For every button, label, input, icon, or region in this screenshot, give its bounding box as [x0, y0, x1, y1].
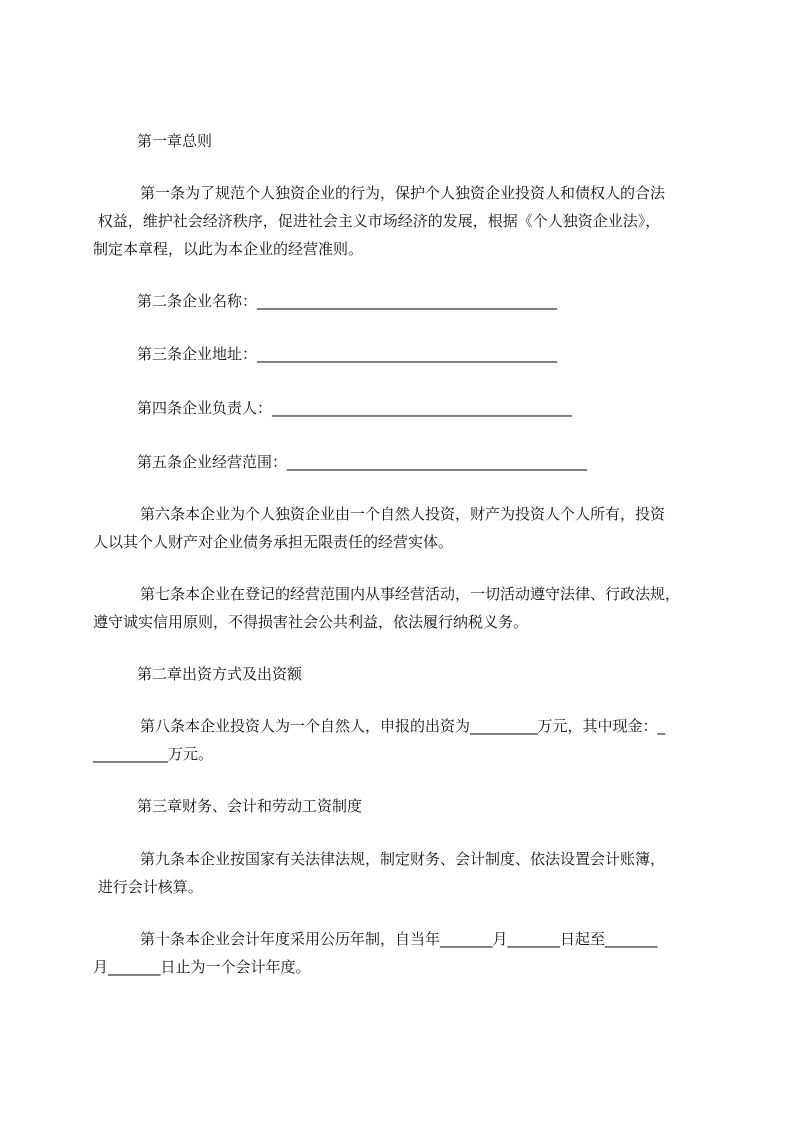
article-eight-line-1: 第八条本企业投资人为一个自然人，申报的出资为_________万元，其中现金：_: [140, 717, 666, 735]
article-six-line-2: 人以其个人财产对企业债务承担无限责任的经营实体。: [93, 533, 454, 551]
article-eight-line-2: __________万元。: [93, 745, 214, 763]
article-six-line-1: 第六条本企业为个人独资企业由一个自然人投资，财产为投资人个人所有，投资: [140, 505, 666, 523]
article-seven-line-1: 第七条本企业在登记的经营范围内从事经营活动，一切活动遵守法律、行政法规，: [140, 585, 681, 603]
article-ten-line-1: 第十条本企业会计年度采用公历年制，自当年_______月_______日起至_______: [140, 930, 658, 948]
article-one-line-1: 第一条为了规范个人独资企业的行为，保护个人独资企业投资人和债权人的合法: [140, 184, 666, 202]
article-three-company-address: 第三条企业地址：________________________________________: [137, 345, 558, 363]
article-seven-line-2: 遵守诚实信用原则，不得损害社会公共利益，依法履行纳税义务。: [93, 613, 529, 631]
article-four-company-manager: 第四条企业负责人：________________________________________: [137, 399, 573, 417]
article-five-business-scope: 第五条企业经营范围：________________________________________: [137, 453, 588, 471]
chapter-two-title: 第二章出资方式及出资额: [137, 665, 303, 683]
article-one-line-3: 制定本章程，以此为本企业的经营准则。: [93, 240, 364, 258]
chapter-one-title: 第一章总则: [137, 132, 213, 150]
article-nine-line-1: 第九条本企业按国家有关法律法规，制定财务、会计制度、依法设置会计账簿，: [140, 850, 666, 868]
article-nine-line-2: 进行会计核算。: [93, 878, 203, 896]
article-two-company-name: 第二条企业名称：________________________________________: [137, 292, 558, 310]
chapter-three-title: 第三章财务、会计和劳动工资制度: [137, 797, 363, 815]
article-one-line-2: 权益，维护社会经济秩序，促进社会主义市场经济的发展，根据《个人独资企业法》，: [93, 212, 661, 230]
article-ten-line-2: 月_______日止为一个会计年度。: [93, 958, 311, 976]
